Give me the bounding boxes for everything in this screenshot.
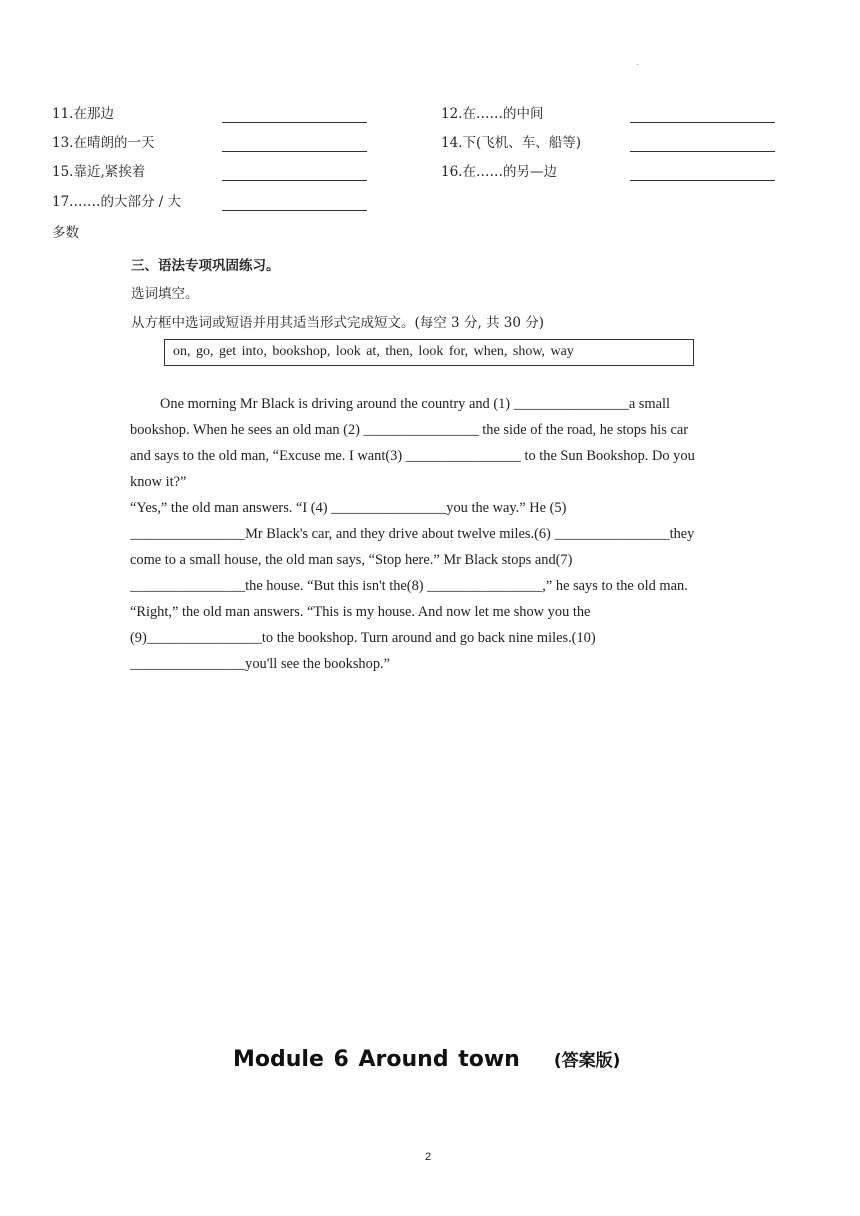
answer-blank[interactable] [630,180,775,181]
vocab-text: 在……的中间 [462,106,544,122]
passage-line: know it?” [130,474,187,490]
passage-line: (9)________________to the bookshop. Turn around and go back nine miles.(10) [130,630,596,646]
vocab-number: 15. [52,164,74,180]
instruction-choose-words: 选词填空。 [131,286,199,302]
vocab-item-17-continued: 多数 [52,225,79,241]
answer-blank[interactable] [222,180,367,181]
vocab-number: 13. [52,135,74,151]
passage-line: and says to the old man, “Excuse me. I want(3) ________________ to the Sun Bookshop. Do you [130,448,695,464]
passage-line: come to a small house, the old man says, “Stop here.” Mr Black stops and(7) [130,552,573,568]
passage-line: ________________Mr Black's car, and they drive about twelve miles.(6) ________________they [130,526,695,542]
instruction-detail: 从方框中选词或短语并用其适当形式完成短文。(每空 3 分, 共 30 分) [131,315,545,331]
module-heading [233,1046,620,1072]
vocab-text: 下(飞机、车、船等) [462,135,582,151]
vocab-item-15 [52,161,372,183]
vocab-number: 17. [52,194,74,210]
answer-blank[interactable] [222,151,367,152]
vocab-number: 16. [441,164,463,180]
vocab-number: 12. [441,106,463,122]
page-number: 2 [425,1151,432,1163]
answer-blank[interactable] [222,122,367,123]
vocab-number: 11. [52,106,74,122]
vocab-item-12 [441,103,781,125]
passage-line: bookshop. When he sees an old man (2) ________________ the side of the road, he stops his car [130,422,689,438]
vocab-text: 在晴朗的一天 [73,135,155,151]
answer-blank[interactable] [630,122,775,123]
header-mark: . [636,58,639,68]
vocab-text: 靠近,紧挨着 [73,164,146,180]
answer-blank[interactable] [630,151,775,152]
vocab-text: 在那边 [73,106,114,122]
vocab-item-13 [52,132,372,154]
vocab-item-16 [441,161,781,183]
passage-line: One morning Mr Black is driving around the country and (1) ________________a small [160,396,670,412]
vocab-number: 14. [441,135,463,151]
answer-blank[interactable] [222,210,367,211]
vocab-item-17 [52,191,372,213]
word-bank-box: on, go, get into, bookshop, look at, then, look for, when, show, way [164,339,694,366]
vocab-item-14 [441,132,781,154]
passage-line: “Yes,” the old man answers. “I (4) ________________you the way.” He (5) [130,500,567,516]
passage-line: ________________the house. “But this isn't the(8) ________________,” he says to the old man. [130,578,688,594]
answer-version-label: (答案版) [553,1051,621,1071]
module-title: Module 6 Around town [233,1047,520,1072]
section-title: 三、语法专项巩固练习。 [131,258,280,274]
passage-line: “Right,” the old man answers. “This is my house. And now let me show you the [130,604,591,620]
vocab-text: 在……的另—边 [462,164,557,180]
vocab-text: ……的大部分 / 大 [73,194,182,210]
vocab-item-11 [52,103,372,125]
cloze-passage [130,391,730,677]
passage-line: ________________you'll see the bookshop.” [130,656,391,672]
